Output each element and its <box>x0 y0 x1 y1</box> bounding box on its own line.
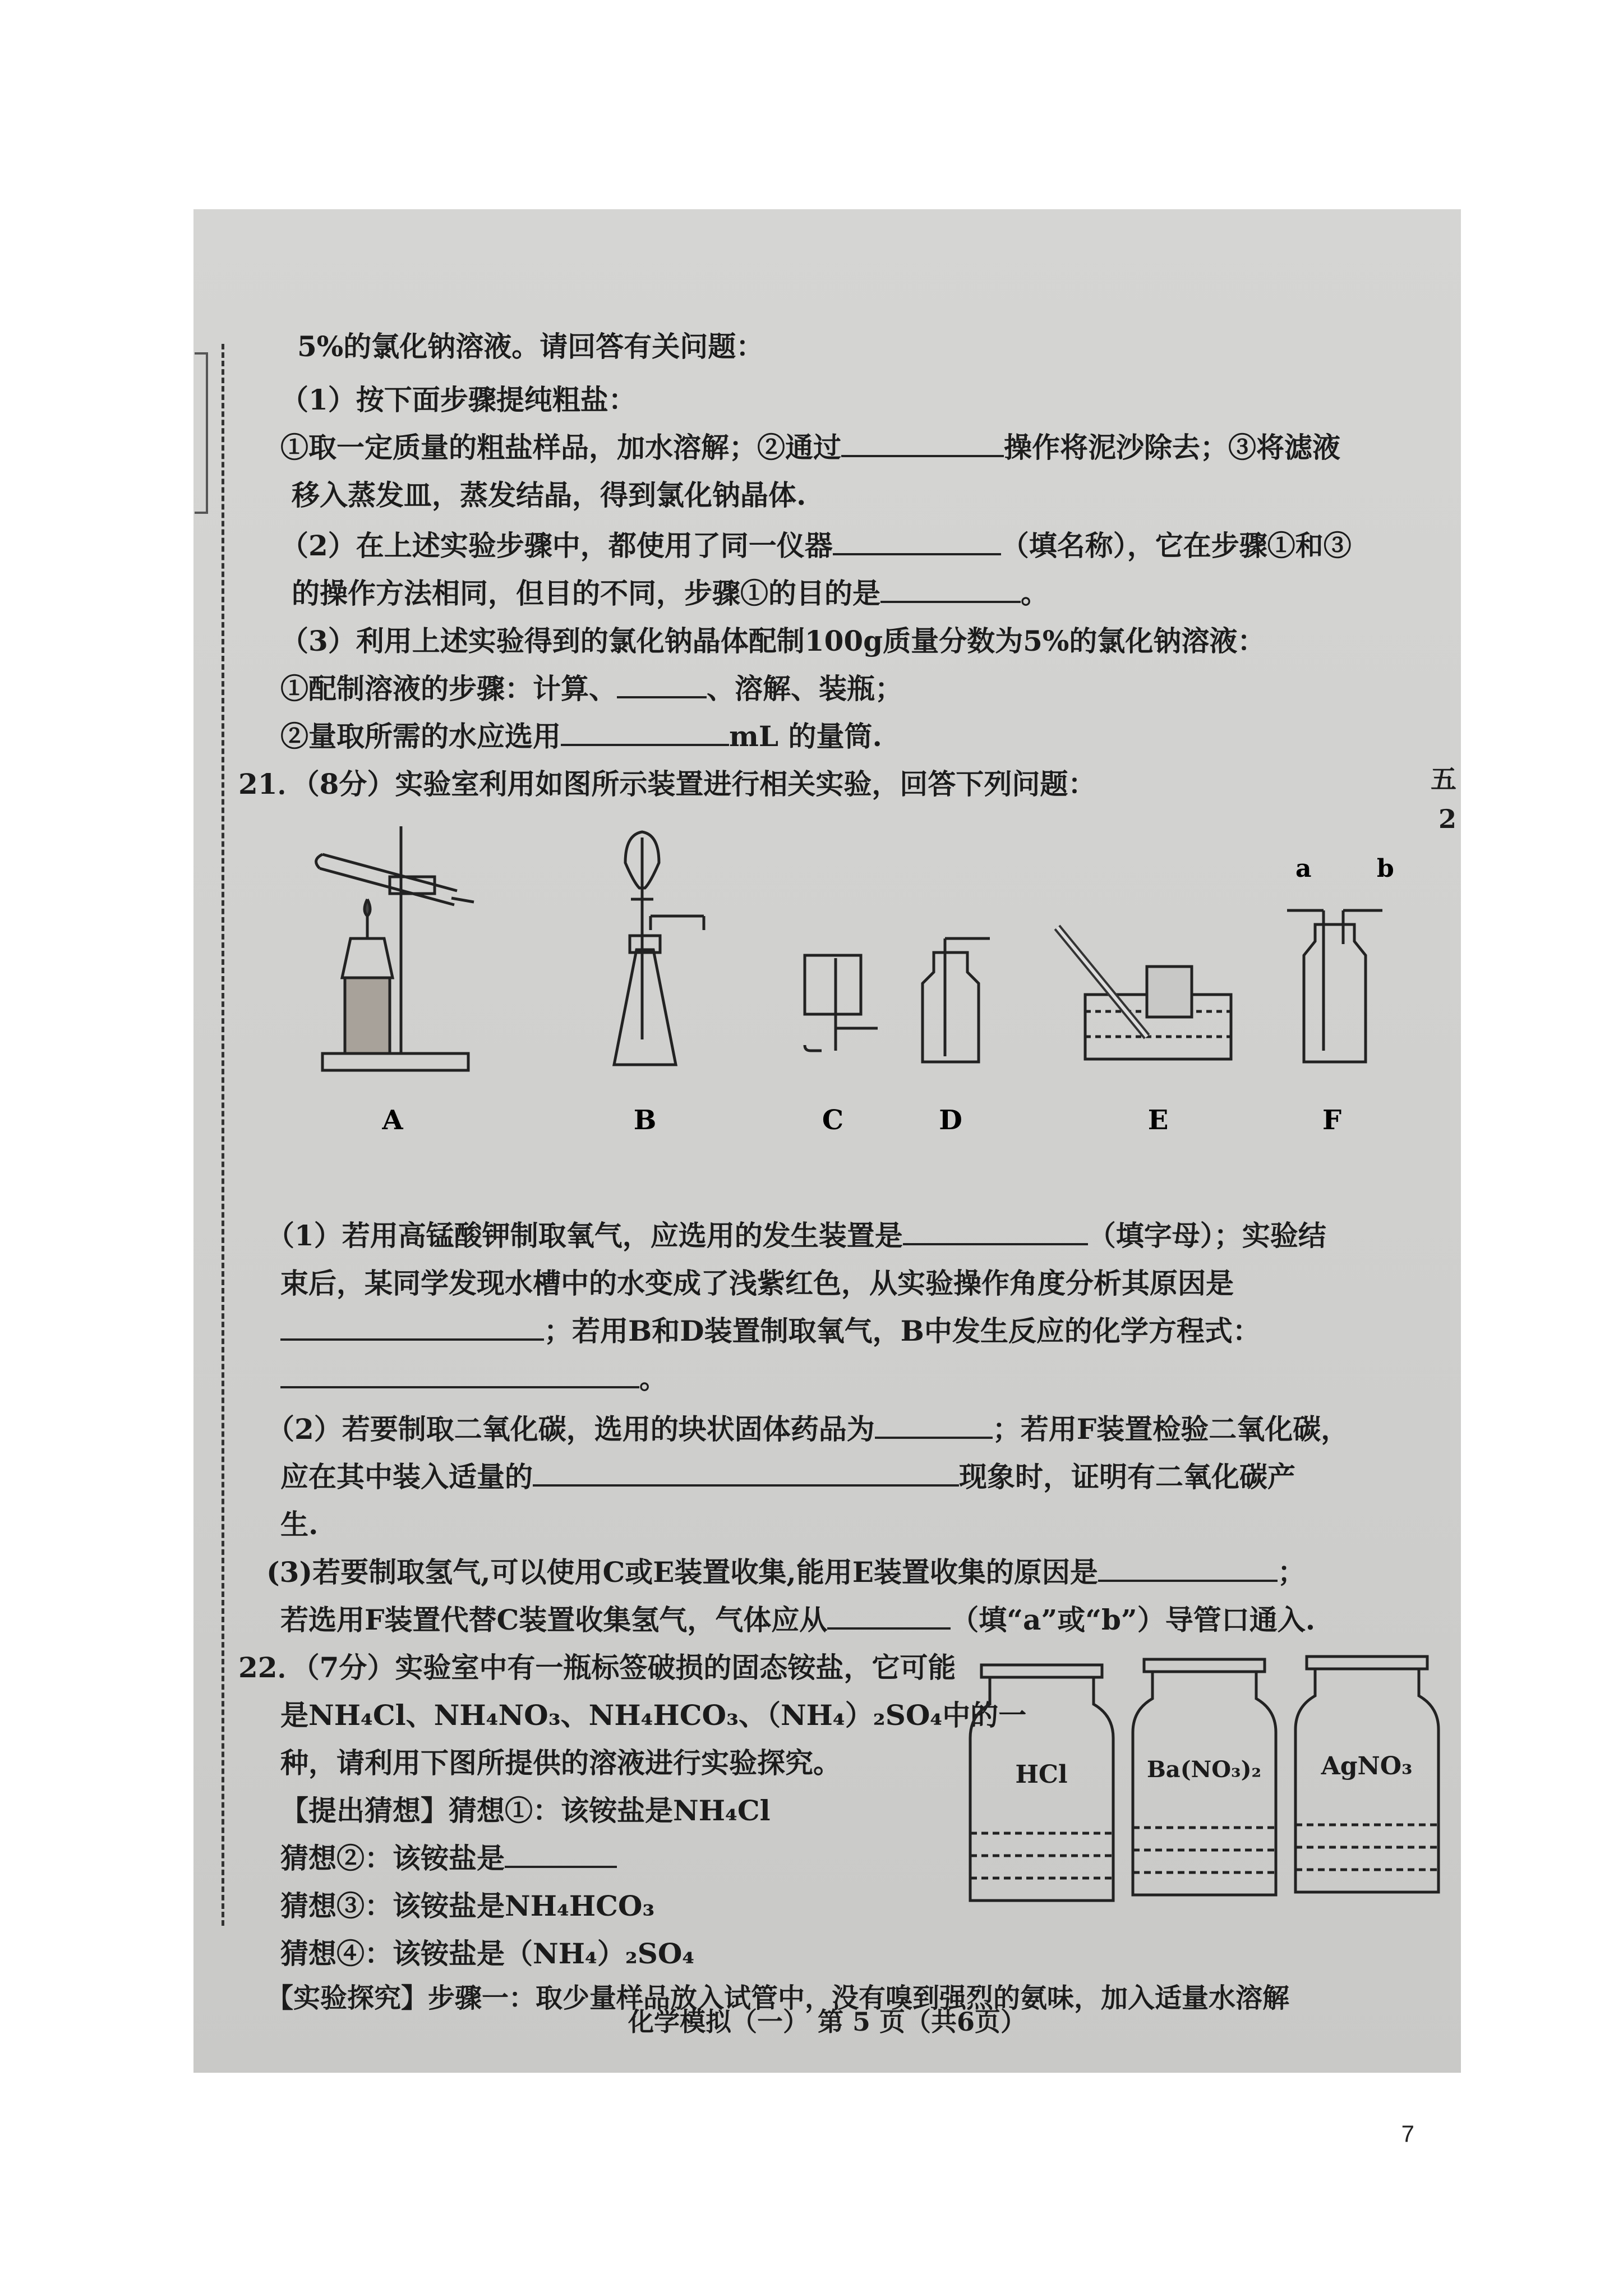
q22-guess4: 猜想④：该铵盐是（NH₄）₂SO₄ <box>280 1937 695 1970</box>
q22-line3: 种，请利用下图所提供的溶液进行实验探究。 <box>280 1746 841 1779</box>
port-b-label: b <box>1377 854 1394 883</box>
q22-line2: 是NH₄Cl、NH₄NO₃、NH₄HCO₃、（NH₄）₂SO₄中的一 <box>280 1699 1027 1732</box>
q21-part2-line3: 生. <box>280 1508 319 1541</box>
q20-part3-line2: ②量取所需的水应选用 mL 的量筒. <box>280 720 882 753</box>
answer-blank[interactable] <box>841 432 1004 457</box>
apparatus-f <box>1287 910 1382 1062</box>
label-b: B <box>633 1105 657 1136</box>
q20-part3-title: （3）利用上述实验得到的氯化钠晶体配制100g质量分数为5%的氯化钠溶液： <box>280 624 1266 657</box>
q21-part1-line2: 束后，某同学发现水槽中的水变成了浅紫红色，从实验操作角度分析其原因是 <box>280 1267 1234 1300</box>
q21-part3-line2: 若选用F装置代替C装置收集氢气，气体应从 （填“a”或“b”）导管口通入. <box>280 1603 1316 1636</box>
label-c: C <box>822 1105 844 1136</box>
edge-char-1: 五 <box>1431 764 1456 794</box>
label-d: D <box>939 1105 962 1136</box>
q22-experiment: 【实验探究】步骤一：取少量样品放入试管中，没有嗅到强烈的氨味，加入适量水溶解 <box>266 1982 1290 2014</box>
q21-part3-line1: (3)若要制取氢气,可以使用C或E装置收集,能用E装置收集的原因是 ； <box>266 1556 1306 1589</box>
q22-header: 22．（7分）实验室中有一瓶标签破损的固态铵盐，它可能 <box>238 1651 956 1684</box>
q21-header: 21．（8分）实验室利用如图所示装置进行相关实验，回答下列问题： <box>238 767 1096 800</box>
scanned-exam-page <box>193 209 1461 2073</box>
bottle-label-hcl: HCl <box>1015 1760 1068 1789</box>
apparatus-a <box>316 826 474 1070</box>
q20-part1-line2: 移入蒸发皿，蒸发结晶，得到氯化钠晶体. <box>292 478 806 512</box>
binding-dashed-line <box>222 344 224 1926</box>
answer-blank[interactable] <box>880 578 1021 603</box>
answer-blank[interactable] <box>505 1843 617 1868</box>
label-e: E <box>1147 1105 1169 1136</box>
port-a-label: a <box>1295 854 1312 883</box>
apparatus-c <box>805 955 878 1051</box>
answer-blank[interactable] <box>1098 1557 1278 1582</box>
q22-guess1: 【提出猜想】猜想①：该铵盐是NH₄Cl <box>280 1794 771 1827</box>
answer-blank[interactable] <box>280 1316 544 1341</box>
q21-part2-line1: （2）若要制取二氧化碳，选用的块状固体药品为 ；若用F装置检验二氧化碳， <box>266 1412 1349 1446</box>
q22-guess2: 猜想②：该铵盐是 <box>280 1836 617 1876</box>
answer-blank[interactable] <box>561 721 729 746</box>
q21-part1-line1: （1）若用高锰酸钾制取氧气，应选用的发生装置是 （填字母）；实验结 <box>266 1219 1326 1252</box>
q22-guess3: 猜想③：该铵盐是NH₄HCO₃ <box>280 1889 655 1922</box>
answer-blank[interactable] <box>833 531 1001 555</box>
answer-blank[interactable] <box>533 1462 959 1487</box>
answer-blank[interactable] <box>903 1221 1088 1245</box>
answer-blank[interactable] <box>875 1414 993 1439</box>
q20-intro: 5%的氯化钠溶液。请回答有关问题： <box>297 330 764 363</box>
q20-part2-line2: 的操作方法相同，但目的不同，步骤①的目的是 。 <box>292 577 1049 610</box>
answer-blank[interactable] <box>827 1605 951 1630</box>
bottle-label-silver-nitrate: AgNO₃ <box>1321 1752 1413 1780</box>
q20-part1-line1: ①取一定质量的粗盐样品，加水溶解；②通过 操作将泥沙除去；③将滤液 <box>280 431 1340 464</box>
answer-blank[interactable] <box>617 674 707 698</box>
q20-part3-line1: ①配制溶液的步骤：计算、 、溶解、装瓶； <box>280 672 903 705</box>
answer-blank[interactable] <box>280 1364 639 1388</box>
apparatus-diagram <box>289 815 1444 1163</box>
page-number: 7 <box>1401 2120 1414 2147</box>
apparatus-e <box>1057 927 1231 1059</box>
page-footer: 化学模拟（一） 第 5 页（共6页） <box>628 2007 1027 2037</box>
label-f: F <box>1322 1105 1342 1136</box>
edge-char-2: 2 <box>1438 804 1456 834</box>
reagent-bottles <box>967 1654 1461 1903</box>
apparatus-b <box>614 832 704 1065</box>
q21-part1-line3: ；若用B和D装置制取氧气，B中发生反应的化学方程式： <box>280 1309 1261 1349</box>
bottle-label-barium-nitrate: Ba(NO₃)₂ <box>1146 1756 1262 1783</box>
q21-part2-line2: 应在其中装入适量的 现象时，证明有二氧化碳产 <box>280 1460 1295 1493</box>
apparatus-d <box>923 938 990 1062</box>
label-a: A <box>382 1105 403 1136</box>
margin-bracket <box>195 352 208 514</box>
q20-part2-line1: （2）在上述实验步骤中，都使用了同一仪器 （填名称），它在步骤①和③ <box>280 529 1352 562</box>
q20-part1-title: （1）按下面步骤提纯粗盐： <box>280 383 637 416</box>
q21-part1-line4: 。 <box>280 1356 667 1397</box>
